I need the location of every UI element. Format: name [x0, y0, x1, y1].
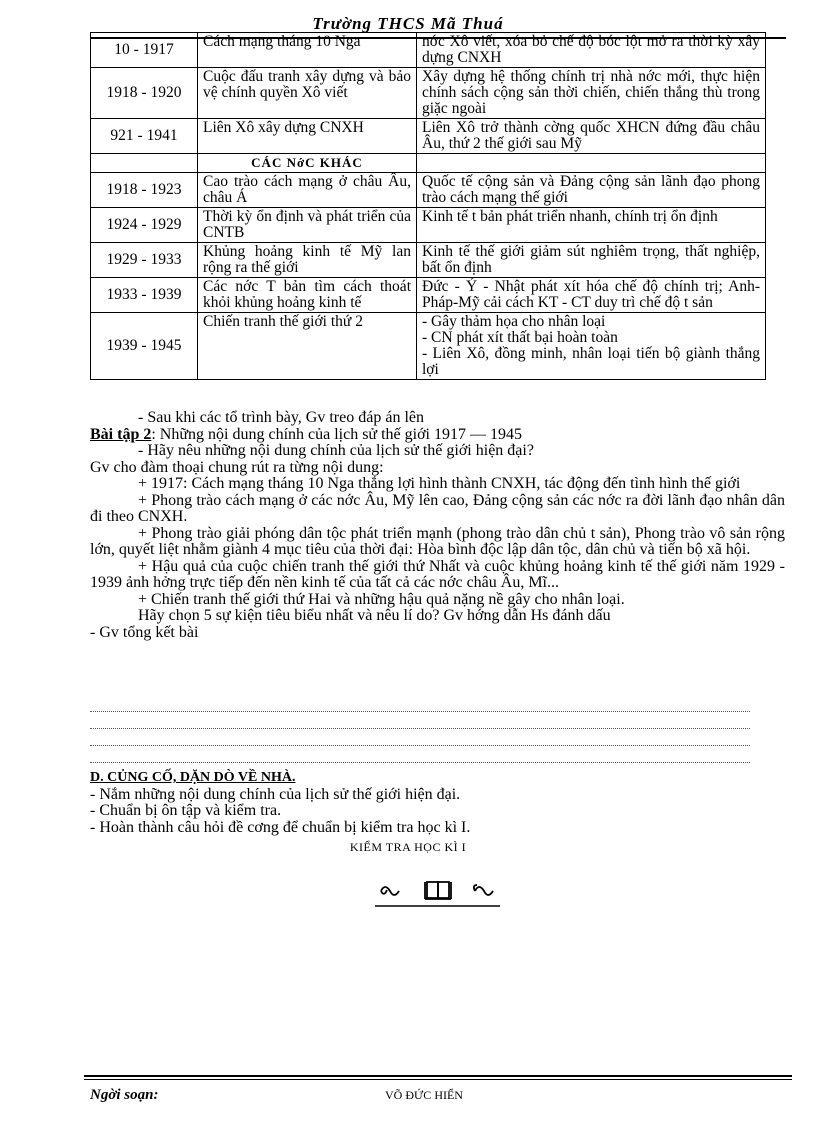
period-cell: 1933 - 1939: [91, 278, 198, 313]
result-cell: [417, 313, 766, 380]
period-cell: 921 - 1941: [91, 119, 198, 154]
result-line: - Liên Xô, đồng minh, nhân loại tiến bộ giành thắng lợi: [422, 345, 760, 378]
dotted-line: [90, 762, 750, 763]
dotted-line: [90, 745, 750, 746]
table-row: [91, 278, 766, 313]
dotted-line: [90, 728, 750, 729]
book-ornament-icon: [375, 877, 505, 907]
result-cell: Kinh tế thế giới giảm sút nghiêm trọng, thất nghiệp, bất ổn định: [417, 243, 766, 278]
result-line: - CN phát xít thất bại hoàn toàn: [422, 329, 618, 346]
footer-rule: [84, 1079, 792, 1080]
table-row: [91, 313, 766, 380]
event-cell: Cao trào cách mạng ở châu Âu, châu Á: [198, 173, 417, 208]
result-cell: nớc Xô viết, xóa bỏ chế độ bóc lột mở ra thời kỳ xây dựng CNXH: [417, 33, 766, 68]
event-cell: Cách mạng tháng 10 Nga: [198, 33, 417, 68]
page-header-title: Trường THCS Mã Thuá: [312, 14, 504, 33]
footer-author-name: VÕ ĐỨC HIỂN: [385, 1088, 463, 1102]
period-cell: 1929 - 1933: [91, 243, 198, 278]
history-table: [90, 32, 766, 380]
event-cell: Chiến tranh thế giới thứ 2: [198, 313, 417, 380]
period-cell: 10 - 1917: [91, 33, 198, 68]
result-cell: Đức - Ý - Nhật phát xít hóa chế độ chính trị; Anh-Pháp-Mỹ cải cách KT - CT duy trì chế độ t sản: [417, 278, 766, 313]
review-item: - Nắm những nội dung chính của lịch sử thế giới hiện đại.: [90, 785, 461, 803]
review-section: [90, 770, 785, 836]
period-cell: 1918 - 1923: [91, 173, 198, 208]
bullet-point: + 1917: Cách mạng tháng 10 Nga thắng lợi hình thành CNXH, tác động đến tình hình thế giới: [138, 475, 741, 492]
period-cell: 1939 - 1945: [91, 313, 198, 380]
footer-author-label: Ngời soạn:: [90, 1087, 159, 1103]
review-heading: D. CỦNG CỐ, DẶN DÒ VỀ NHÀ.: [90, 770, 296, 785]
event-cell: Khủng hoảng kinh tế Mỹ lan rộng ra thế giới: [198, 243, 417, 278]
bullet-point: + Hậu quả của cuộc chiến tranh thế giới thứ Nhất và cuộc khủng hoảng kinh tế thế giới năm 1929 - 1939 ảnh hởng trực tiếp đến nền kinh tế của tất cả các nớc châu Âu, Mĩ...: [90, 557, 785, 591]
event-cell: Các nớc T bản tìm cách thoát khỏi khủng hoảng kinh tế: [198, 278, 417, 313]
bullet-point: + Phong trào giải phóng dân tộc phát triển mạnh (phong trào dân chủ t sản), Phong trào vô sản rộng lớn, quyết liệt nhằm giành 4 mục tiêu của thời đại: Hòa bình độc lập dân tộc, dân chủ và tiến bộ xã hội.: [90, 524, 785, 558]
table-section-row: [91, 154, 766, 173]
next-lesson-title: KIỂM TRA HỌC KÌ I: [349, 840, 467, 854]
question: - Hãy nêu những nội dung chính của lịch sử thế giới hiện đại?: [138, 442, 534, 459]
exercise-text: : Những nội dung chính của lịch sử thế giới 1917 — 1945: [151, 425, 522, 443]
result-cell: Xây dựng hệ thống chính trị nhà nớc mới, thực hiện chính sách cộng sản thời chiến, chiến thắng thù trong giặc ngoài: [417, 68, 766, 119]
paragraph: Gv cho đàm thoại chung rút ra từng nội dung:: [90, 458, 384, 476]
bullet-point: + Chiến tranh thế giới thứ Hai và những hậu quả nặng nề gây cho nhân loại.: [138, 590, 625, 608]
table-row: [91, 208, 766, 243]
result-cell: Kinh tế t bản phát triển nhanh, chính trị ổn định: [417, 208, 766, 243]
table-row: [91, 173, 766, 208]
exercise-line: [90, 427, 785, 444]
table-row: [91, 119, 766, 154]
review-item: - Hoàn thành câu hỏi đề cơng để chuẩn bị kiểm tra học kì I.: [90, 818, 471, 836]
table-row: [91, 68, 766, 119]
period-cell: 1924 - 1929: [91, 208, 198, 243]
table-cell: [91, 154, 198, 173]
paragraph: - Gv tổng kết bài: [90, 623, 199, 641]
event-cell: Cuộc đấu tranh xây dựng và bảo vệ chính quyền Xô viết: [198, 68, 417, 119]
section-label: CÁC NớC KHÁC: [198, 154, 417, 173]
exercise-label: Bài tập 2: [90, 425, 152, 443]
result-cell: Liên Xô trở thành cờng quốc XHCN đứng đầu châu Âu, thứ 2 thế giới sau Mỹ: [417, 119, 766, 154]
table-row: [91, 33, 766, 68]
event-cell: Liên Xô xây dựng CNXH: [198, 119, 417, 154]
paragraph: - Sau khi các tổ trình bày, Gv treo đáp án lên: [138, 409, 424, 426]
lesson-body: [90, 410, 785, 641]
event-cell: Thời kỳ ổn định và phát triển của CNTB: [198, 208, 417, 243]
instruction: Hãy chọn 5 sự kiện tiêu biểu nhất và nêu lí do? Gv hớng dẫn Hs đánh dấu: [138, 607, 611, 624]
dotted-line: [90, 711, 750, 712]
bullet-point: + Phong trào cách mạng ở các nớc Âu, Mỹ lên cao, Đảng cộng sản các nớc ra đời lãnh đạo nhân dân đi theo CNXH.: [90, 491, 785, 525]
footer-rule: [84, 1075, 792, 1077]
table-cell: [417, 154, 766, 173]
period-cell: 1918 - 1920: [91, 68, 198, 119]
result-cell: Quốc tế cộng sản và Đảng cộng sản lãnh đạo phong trào cách mạng thế giới: [417, 173, 766, 208]
result-line: - Gây thảm họa cho nhân loại: [422, 313, 606, 330]
review-item: - Chuẩn bị ôn tập và kiểm tra.: [90, 802, 282, 819]
table-row: [91, 243, 766, 278]
